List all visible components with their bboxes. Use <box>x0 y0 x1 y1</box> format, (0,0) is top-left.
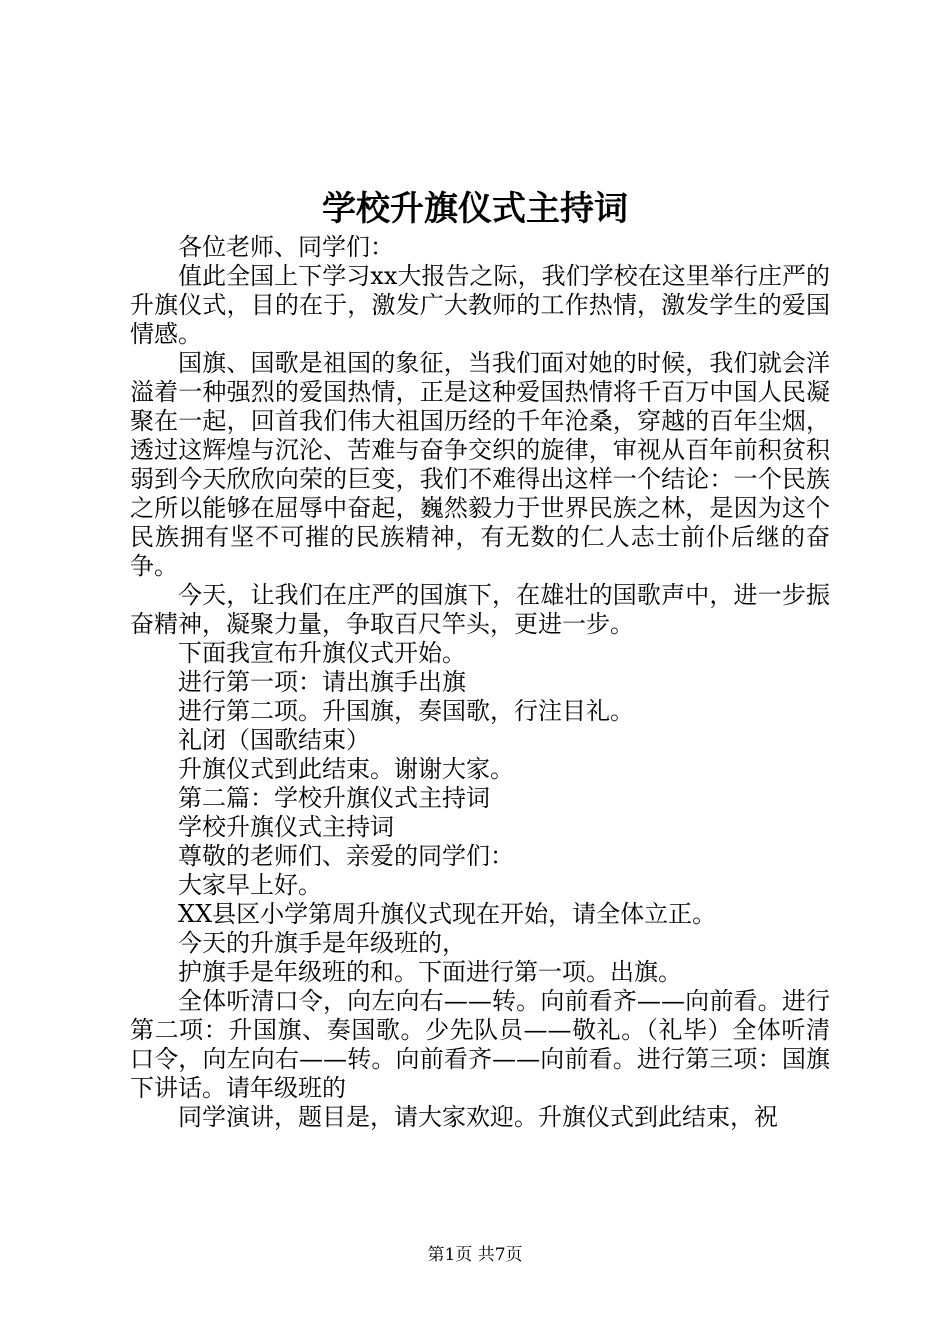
paragraph: 进行第二项。升国旗，奏国歌，行注目礼。 <box>178 697 634 725</box>
paragraph: XX县区小学第周升旗仪式现在开始，请全体立正。 <box>178 900 717 928</box>
document-body <box>130 233 830 1132</box>
paragraph: 下面我宣布升旗仪式开始。 <box>178 639 466 667</box>
paragraph: 进行第一项：请出旗手出旗 <box>178 668 466 696</box>
paragraph: 升旗仪式到此结束。谢谢大家。 <box>178 755 514 783</box>
paragraph: 学校升旗仪式主持词 <box>178 813 394 841</box>
paragraph: 国旗、国歌是祖国的象征，当我们面对她的时候，我们就会洋溢着一种强烈的爱国热情，正是这种爱国热情将千百万中国人民凝聚在一起，回首我们伟大祖国历经的千年沧桑，穿越的百年尘烟，透过这辉煌与沉沦、苦难与奋争交织的旋律，审视从百年前积贫积弱到今天欣欣向荣的巨变，我们不难得出这样一个结论：一个民族之所以能够在屈辱中奋起，巍然毅力于世界民族之林，是因为这个民族拥有坚不可摧的民族精神，有无数的仁人志士前仆后继的奋争。 <box>130 349 830 580</box>
paragraph: 全体听清口令，向左向右——转。向前看齐——向前看。进行第二项：升国旗、奏国歌。少先队员——敬礼。（礼毕）全体听清口令，向左向右——转。向前看齐——向前看。进行第三项：国旗下讲话。请年级班的 <box>130 987 830 1102</box>
paragraph: 第二篇：学校升旗仪式主持词 <box>178 784 490 812</box>
paragraph: 今天，让我们在庄严的国旗下，在雄壮的国歌声中，进一步振奋精神，凝聚力量，争取百尺竿头，更进一步。 <box>130 581 830 638</box>
document-title: 学校升旗仪式主持词 <box>322 189 628 229</box>
paragraph: 各位老师、同学们： <box>178 233 394 261</box>
paragraph: 同学演讲，题目是，请大家欢迎。升旗仪式到此结束，祝 <box>178 1103 778 1131</box>
page-number: 第1页 共7页 <box>427 1245 523 1265</box>
paragraph: 大家早上好。 <box>178 871 322 899</box>
paragraph: 礼闭（国歌结束） <box>178 726 370 754</box>
paragraph: 尊敬的老师们、亲爱的同学们： <box>178 842 514 870</box>
paragraph: 今天的升旗手是年级班的， <box>178 929 466 957</box>
paragraph: 值此全国上下学习xx大报告之际，我们学校在这里举行庄严的升旗仪式，目的在于，激发广大教师的工作热情，激发学生的爱国情感。 <box>130 262 830 348</box>
paragraph: 护旗手是年级班的和。下面进行第一项。出旗。 <box>178 958 682 986</box>
